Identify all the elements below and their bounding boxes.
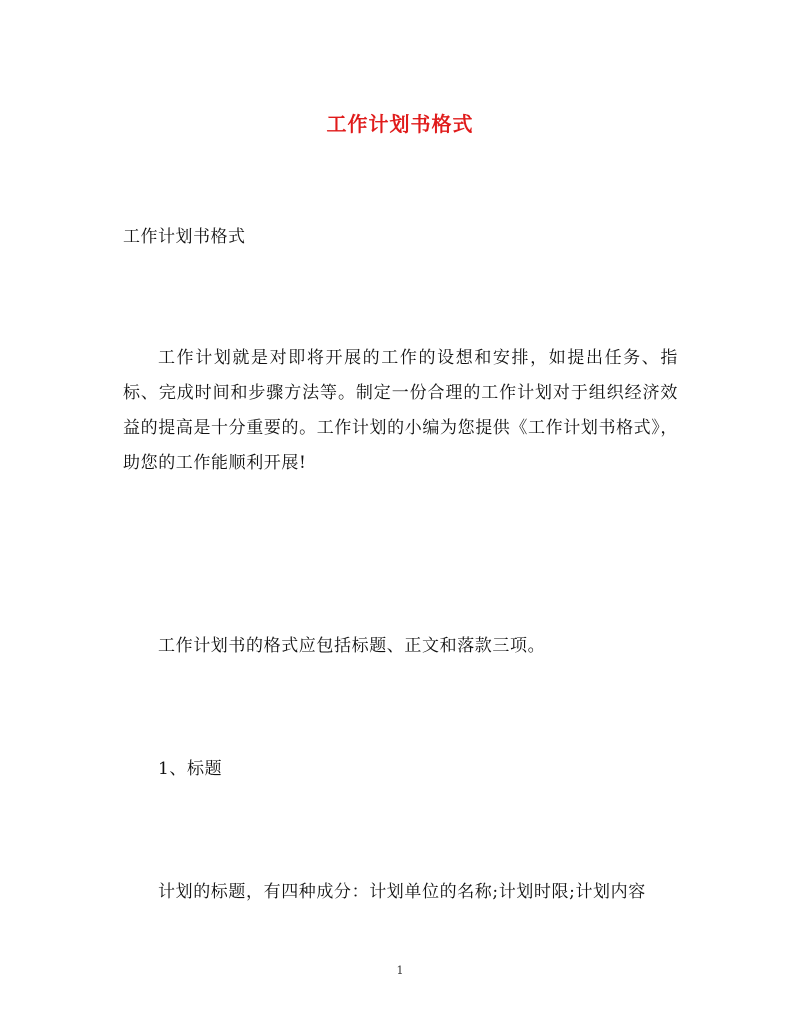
paragraph-intro: 工作计划就是对即将开展的工作的设想和安排，如提出任务、指标、完成时间和步骤方法等。制定一份合理的工作计划对于组织经济效益的提高是十分重要的。工作计划的小编为您提供《工作计划书格式》，助您的工作能顺利开展!: [123, 348, 678, 473]
document-title: 工作计划书格式: [326, 112, 474, 136]
document-subtitle: 工作计划书格式: [123, 227, 246, 247]
paragraph-format-overview: 工作计划书的格式应包括标题、正文和落款三项。: [158, 636, 546, 656]
page-number: 1: [396, 964, 404, 977]
section-heading-title: 1、标题: [158, 759, 223, 779]
paragraph-title-components: 计划的标题，有四种成分：计划单位的名称;计划时限;计划内容: [158, 882, 646, 902]
